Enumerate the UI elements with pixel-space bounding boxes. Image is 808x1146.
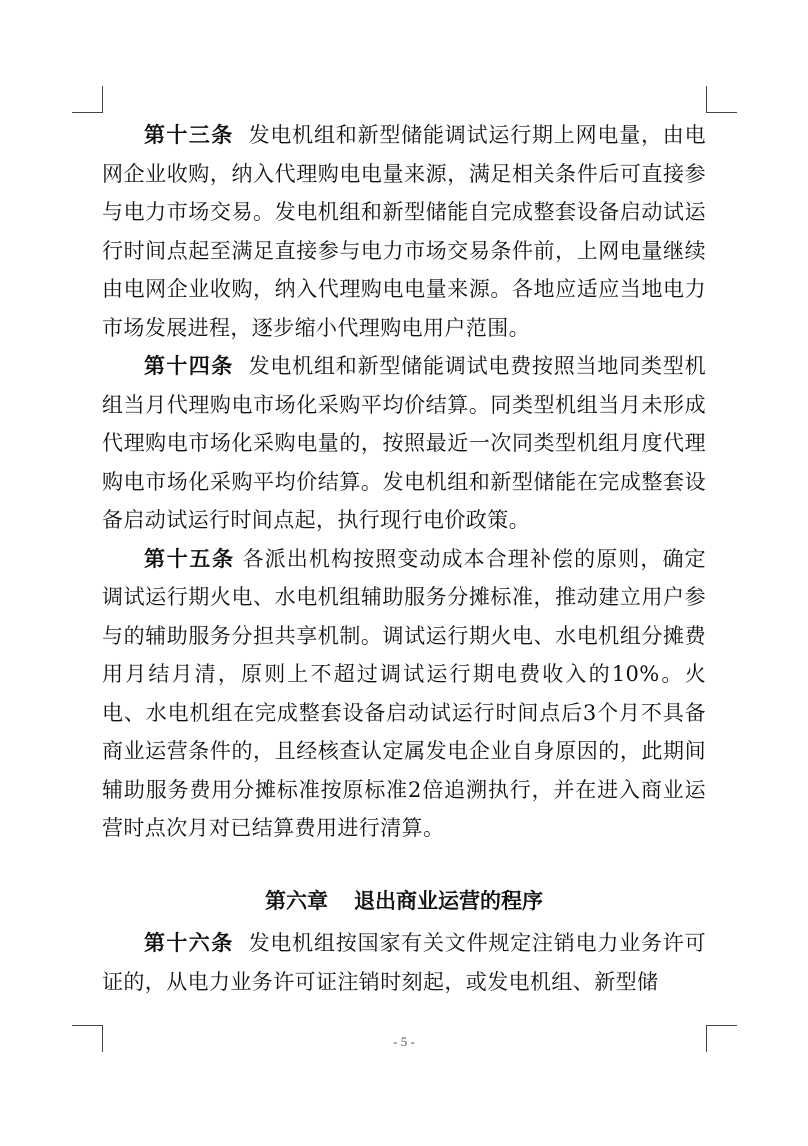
article-13 bbox=[102, 116, 706, 347]
article-14-text: 发电机组和新型储能调试电费按照当地同类型机组当月代理购电市场化采购平均价结算。同类型机组当月未形成代理购电市场化采购电量的，按照最近一次同类型机组月度代理购电市场化采购平均价结算。发电机组和新型储能在完成整套设备启动试运行时间点起，执行现行电价政策。 bbox=[102, 354, 707, 532]
article-13-title: 第十三条 bbox=[144, 123, 234, 147]
article-13-text: 发电机组和新型储能调试运行期上网电量，由电网企业收购，纳入代理购电电量来源，满足相关条件后可直接参与电力市场交易。发电机组和新型储能自完成整套设备启动试运行时间点起至满足直接参与电力市场交易条件前，上网电量继续由电网企业收购，纳入代理购电电量来源。各地应适应当地电力市场发展进程，逐步缩小代理购电用户范围。 bbox=[102, 123, 707, 340]
article-15-text: 各派出机构按照变动成本合理补偿的原则，确定调试运行期火电、水电机组辅助服务分摊标准，推动建立用户参与的辅助服务分担共享机制。调试运行期火电、水电机组分摊费用月结月清，原则上不超过调试运行期电费收入的10%。火电、水电机组在完成整套设备启动试运行时间点后3个月不具备商业运营条件的，且经核查认定属发电企业自身原因的，此期间辅助服务费用分摊标准按原标准2倍追溯执行，并在进入商业运营时点次月对已结算费用进行清算。 bbox=[102, 546, 707, 840]
chapter-heading bbox=[102, 882, 706, 921]
article-16 bbox=[102, 924, 706, 1001]
article-14-title: 第十四条 bbox=[144, 354, 234, 378]
article-16-title: 第十六条 bbox=[144, 931, 234, 955]
document-body bbox=[102, 116, 706, 1001]
article-16-text: 发电机组按国家有关文件规定注销电力业务许可证的，从电力业务许可证注销时刻起，或发电机组、新型储 bbox=[102, 931, 707, 994]
article-15-title: 第十五条 bbox=[144, 546, 235, 571]
crop-mark-top-left bbox=[72, 86, 103, 113]
article-14 bbox=[102, 347, 706, 540]
crop-mark-top-right bbox=[706, 86, 737, 113]
page-number: - 5 - bbox=[393, 1034, 415, 1049]
chapter-number: 第六章 bbox=[265, 888, 328, 913]
chapter-title: 退出商业运营的程序 bbox=[354, 888, 543, 913]
article-15 bbox=[102, 540, 706, 848]
